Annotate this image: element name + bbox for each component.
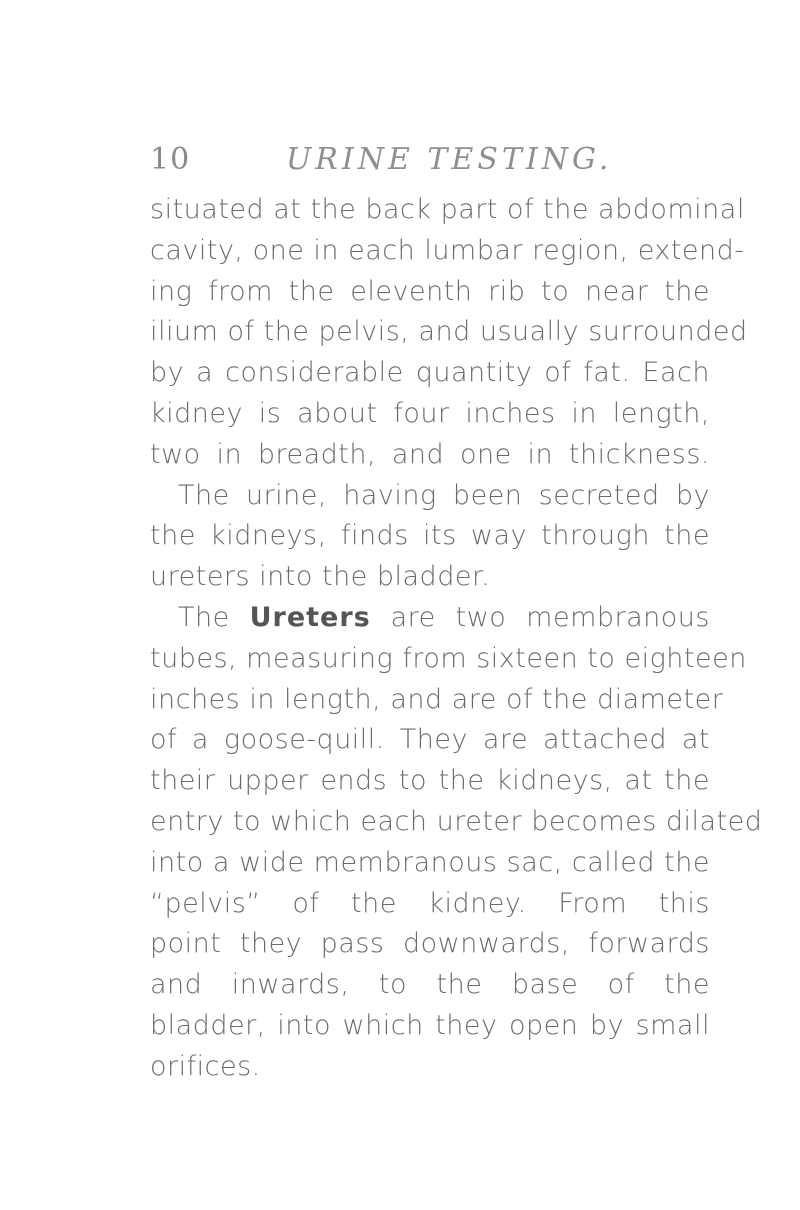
text-line: by a considerable quantity of fat. Each: [150, 357, 710, 389]
text-line: kidney is about four inches in length,: [150, 397, 710, 429]
paragraph-kidneys: [150, 190, 748, 598]
text-line-with-term: [150, 598, 710, 639]
page-header: [150, 142, 710, 182]
text-line: entry to which each ureter becomes dilated: [150, 805, 763, 837]
page-number: 10: [150, 142, 191, 177]
paragraph-ureters: [150, 598, 763, 1088]
text-line: The urine, having been secreted by: [178, 479, 710, 511]
text-line: point they pass downwards, forwards: [150, 928, 710, 960]
text-line: of a goose-quill. They are attached at: [150, 724, 710, 756]
text-line: situated at the back part of the abdominal: [150, 194, 745, 225]
text-line: into a wide membranous sac, called the: [150, 846, 710, 878]
text-line: and inwards, to the base of the: [150, 969, 710, 1001]
text-line: orifices.: [150, 1050, 261, 1082]
text-line: tubes, measuring from sixteen to eighteen: [150, 642, 747, 674]
text-line: two in breadth, and one in thickness.: [150, 438, 710, 470]
text-line: their upper ends to the kidneys, at the: [150, 765, 710, 797]
text-line: bladder, into which they open by small: [150, 1009, 710, 1041]
body-text: [150, 190, 763, 1088]
text-line: the kidneys, finds its way through the: [150, 520, 710, 552]
line-prefix: The: [178, 601, 250, 633]
text-line: cavity, one in each lumbar region, extend-: [150, 234, 745, 266]
running-title: URINE TESTING.: [286, 142, 613, 177]
text-line: ureters into the bladder.: [150, 561, 491, 593]
text-line: “pelvis” of the kidney. From this: [150, 887, 710, 919]
section-term: Ureters: [249, 601, 371, 633]
line-suffix: are two membranous: [370, 601, 710, 633]
text-line: inches in length, and are of the diameter: [150, 683, 724, 715]
text-line: ing from the eleventh rib to near the: [150, 275, 710, 307]
text-line: ilium of the pelvis, and usually surrounded: [150, 316, 748, 348]
